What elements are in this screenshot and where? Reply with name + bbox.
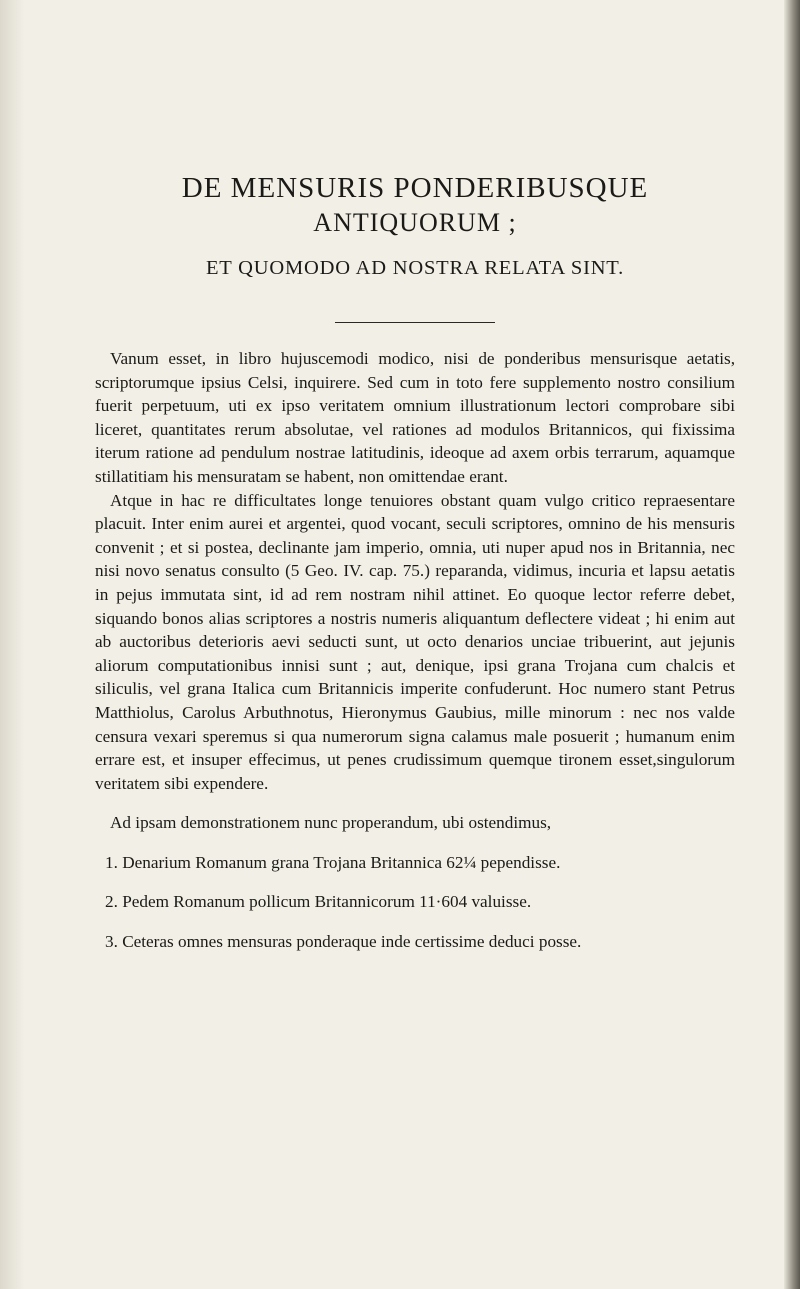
page-title: DE MENSURIS PONDERIBUSQUE xyxy=(181,172,649,204)
paragraph-main: Atque in hac re difficultates longe tenuiores obstant quam vulgo critico repraesentare placuit. Inter enim aurei et argentei, quod vocant, seculi scriptores, omnino de his mensuris convenit ; et si postea, declinante jam imperio, omnia, uti nuper apud nos in Britannia, nec nisi novo senatus consulto (5 Geo. IV. cap. 75.) reparanda, vidimus, incuria et lapsu aetatis in pejus immutata sint, id ad rem nostram nihil attinet. Eo quoque lector referre debet, siquando bonos alias scriptores a nostris numeris aliquantum deflectere videat ; hi enim aut ab auctoribus deterioris aevi seducti sunt, ut octo denarios unciae tribuerint, aut jejunis aliorum computationibus innisi sunt ; aut, denique, ipsi grana Trojana cum chalcis et siliculis, vel grana Italica cum Britannicis imperite confuderunt. Hoc numero stant Petrus Matthiolus, Carolus Arbuthnotus, Hieronymus Gaubius, mille minorum : nec nos valde censura vexari speremus si qua numerorum signa calamus male posuerit ; humanum enim errare est, et insuper effecimus, ut penes crudissimum quemque tironem esset,singulorum veritatem sibi expendere. xyxy=(95,490,735,793)
list-item: 2. Pedem Romanum pollicum Britannicorum 11·604 valuisse. xyxy=(105,892,532,912)
page-edge xyxy=(784,0,800,1289)
page-subtitle-secondary: ET QUOMODO AD NOSTRA RELATA SINT. xyxy=(205,257,625,279)
list-item: 1. Denarium Romanum grana Trojana Britannica 62¼ pependisse. xyxy=(105,852,561,872)
list-item: 3. Ceteras omnes mensuras ponderaque inde certissime deduci posse. xyxy=(105,932,582,952)
title-rule xyxy=(335,322,495,323)
page-subtitle: ANTIQUORUM ; xyxy=(313,208,517,237)
page-content xyxy=(95,170,735,954)
paragraph-transition: Ad ipsam demonstrationem nunc properandum, ubi ostendimus, xyxy=(110,813,552,833)
page-gutter-shadow xyxy=(0,0,24,1289)
paragraph-intro: Vanum esset, in libro hujuscemodi modico, nisi de ponderibus mensurisque aetatis, scriptorumque ipsius Celsi, inquirere. Sed cum in toto fere supplemento nostro consilium fuerit perpetuum, uti ex ipso veritatem omnium illustrationum lectori comprobare sibi liceret, quantitates rerum absolutae, vel rationes ad modulos Britannicos, qui fixissima iterum ratione ad pendulum nostrae latitudinis, ideoque ad axem orbis terrarum, aquamque stillatitiam his mensuratam se habent, non omittendae erant. xyxy=(95,349,735,486)
